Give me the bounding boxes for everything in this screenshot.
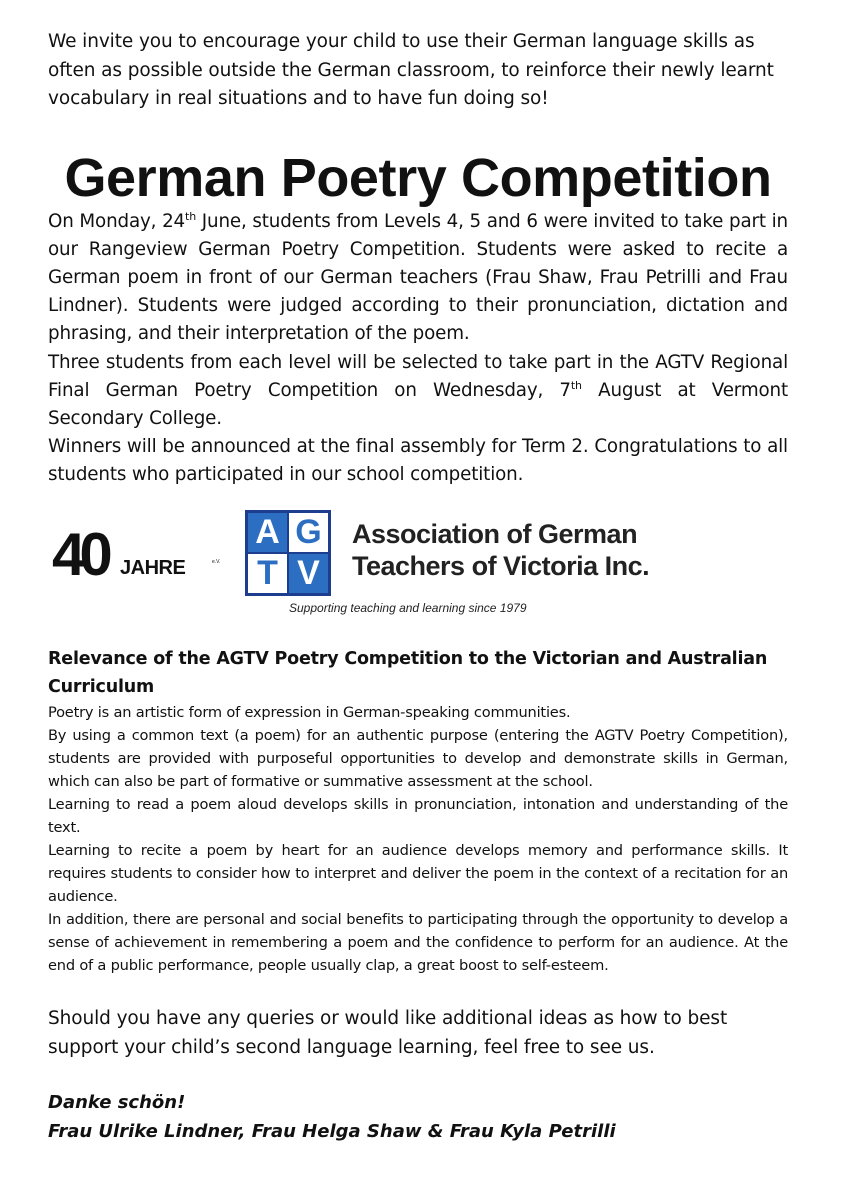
relevance-paragraph: Learning to recite a poem by heart for an audience develops memory and performance skills. It requires students to consider how to interpret and deliver the poem in the context of a recitation for an audience.	[48, 842, 788, 905]
emblem-letter-t: T	[247, 553, 288, 594]
forty-years-logo	[52, 521, 232, 588]
relevance-section	[48, 645, 788, 977]
relevance-paragraph: By using a common text (a poem) for an authentic purpose (entering the AGTV Poetry Competition), students are provided with purposeful opportunities to develop and demonstrate skills in German, which can also be part of formative or summative assessment at the school.	[48, 727, 788, 790]
intro-paragraph: We invite you to encourage your child to use their German language skills as often as possible outside the German classroom, to reinforce their newly learnt vocabulary in real situations and to have fun doing so!	[48, 31, 774, 109]
relevance-paragraph: Poetry is an artistic form of expression in German-speaking communities.	[48, 704, 571, 721]
forty-number: 40	[52, 521, 107, 588]
competition-paragraph-2: Three students from each level will be selected to take part in the AGTV Regional Final German Poetry Competition on Wednesday, 7th August at Vermont Secondary College.	[48, 351, 788, 429]
agtv-emblem	[245, 510, 331, 596]
relevance-heading: Relevance of the AGTV Poetry Competition to the Victorian and Australian Curriculum	[48, 649, 768, 697]
thanks-line: Danke schön!	[48, 1092, 186, 1113]
emblem-letter-v: V	[288, 553, 329, 594]
competition-paragraph-1: On Monday, 24th June, students from Levels 4, 5 and 6 were invited to take part in our Rangeview German Poetry Competition. Students were asked to recite a German poem in front of our German teachers (Frau Shaw, Frau Petrilli and Frau Lindner). Students were judged according to their pronunciation, dictation and phrasing, and their interpretation of the poem.	[48, 209, 788, 345]
signoff	[48, 1088, 788, 1146]
relevance-paragraph: In addition, there are personal and social benefits to participating through the opportunity to develop a sense of achievement in remembering a poem and the confidence to perform for an audience. At the end of a public performance, people usually clap, a great boost to self-esteem.	[48, 911, 788, 974]
agtv-logo	[52, 510, 692, 620]
competition-body	[48, 208, 788, 490]
ev-label: e.V.	[212, 559, 221, 565]
emblem-letter-g: G	[288, 512, 329, 553]
relevance-body	[48, 701, 788, 977]
jahre-label: JAHRE	[120, 557, 186, 579]
emblem-letter-a: A	[247, 512, 288, 553]
organization-name: Association of German Teachers of Victoria Inc.	[352, 519, 650, 581]
competition-paragraph-3: Winners will be announced at the final assembly for Term 2. Congratulations to all students who participated in our school competition.	[48, 436, 788, 486]
closing-paragraph: Should you have any queries or would like additional ideas as how to best support your child’s second language learning, feel free to see us.	[48, 1008, 728, 1058]
newsletter-page	[48, 28, 788, 490]
competition-title: German Poetry Competition	[64, 147, 772, 208]
relevance-paragraph: Learning to read a poem aloud develops skills in pronunciation, intonation and understanding of the text.	[48, 796, 788, 836]
logo-tagline: Supporting teaching and learning since 1979	[289, 601, 527, 615]
teacher-names: Frau Ulrike Lindner, Frau Helga Shaw & Frau Kyla Petrilli	[48, 1121, 616, 1142]
